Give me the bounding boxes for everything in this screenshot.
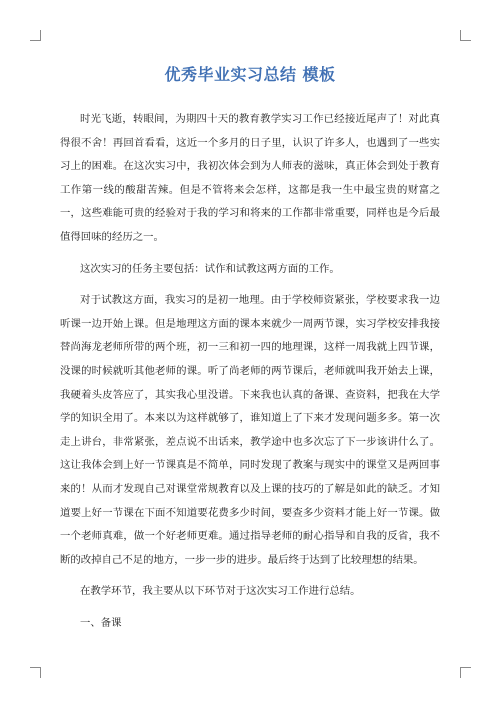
paragraph-tasks: 这次实习的任务主要包括：试作和试教这两方面的工作。 [80, 262, 340, 275]
paragraph-intro: 时光飞逝，转眼间，为期四十天的教育教学实习工作已经接近尾声了！对此真得很不舍！再回首看看，这近一个多月的日子里，认识了许多人，也遇到了一些实习上的困难。在这次实习中，我初次体会到为人师表的滋味，真正体会到处于教育工作第一线的酸甜苦辣。但是不管将来会怎样，这都是我一生中最宝贵的财富之一，这些难能可贵的经验对于我的学习和将来的工作都非常重要，同样也是今后最值得回味的经历之一。 [60, 113, 440, 243]
paragraph-teaching: 对于试教这方面，我实习的是初一地理。由于学校师资紧张，学校要求我一边听课一边开始上课。但是地理这方面的课本来就少一周两节课，实习学校安排我接替尚海龙老师所带的两个班，初一三和初一四的地理课，这样一周我就上四节课，没课的时候就听其他老师的课。听了尚老师的两节课后，老师就叫我开始去上课，我硬着头皮答应了，其实我心里没谱。下来我也认真的备课、查资料，把我在大学学的知识全用了。本来以为这样就够了，谁知道上了下来才发现问题多多。第一次走上讲台，非常紧张，差点说不出话来，教学途中也多次忘了下一步该讲什么了。这让我体会到上好一节课真是不简单，同时发现了教案与现实中的课堂又是两回事来的！从而才发现自己对课堂常规教育以及上课的技巧的了解是如此的缺乏。才知道要上好一节课在下面不知道要花费多少时间，要查多少资料才能上好一节课。做一个老师真难，做一个好老师更难。通过指导老师的耐心指导和自我的反省，我不断的改掉自己不足的地方，一步一步的进步。最后终于达到了比较理想的结果。 [60, 294, 440, 566]
paragraph-summary-intro: 在教学环节，我主要从以下环节对于这次实习工作进行总结。 [80, 585, 361, 598]
document-title: 优秀毕业实习总结 模板 [164, 65, 336, 84]
crop-mark-bottom-left [30, 667, 41, 678]
section-heading-lesson-prep: 一、备课 [80, 616, 122, 629]
crop-mark-bottom-right [460, 667, 471, 678]
crop-mark-top-left [30, 30, 41, 41]
document-body [60, 108, 440, 643]
crop-mark-top-right [460, 30, 471, 41]
